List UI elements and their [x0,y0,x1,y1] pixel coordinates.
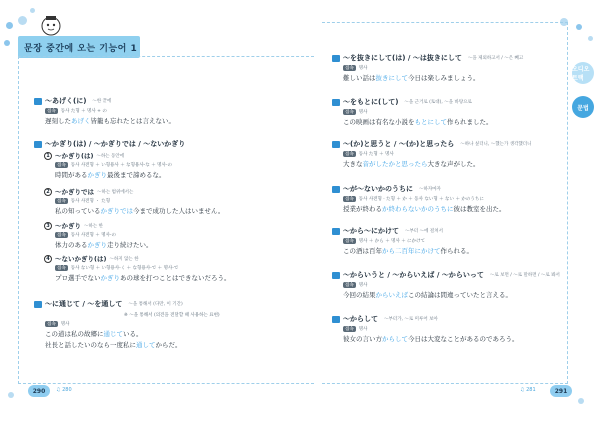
entry-toushite: 〜に通じて / 〜を通して 〜을 통해서 (다만, 이 기간) ※ 〜을 통해서 (의견을 전달할 때 사용하는 표현) 접속 명사 この道は私の故郷に通じている。 社長と話したいのなら一度私に通してからだ。 [34,299,183,349]
audio-track-right[interactable]: ♫ 281 [520,387,536,393]
entry-ageku: 〜あげく(に) 〜한 끝에 접속 동사 た형 ＋ 명사 + の 遅刻したあげく皆籠も忘れたとは言えない。 [34,96,175,125]
entry-toomottara: 〜(か)と思うと / 〜(か)と思ったら 〜하나 싶더니, 〜했는가 생각했더니 접속 동사 た형 ＋ 명사 大きな音がしたかと思ったら大きな声がした。 [332,139,531,168]
decor-dot [4,40,10,46]
entry-kara-nikakete: 〜から〜にかけて 〜부터 〜에 걸쳐서 접속 명사 ＋ から ＋ 명사 ＋ にかけて この酒は百年から二百年にかけて作られる。 [332,226,473,255]
decor-dot [576,24,582,30]
decor-dot [588,36,593,41]
entry-karashite: 〜からして 〜부터가, 〜로 미루어 보아 접속 명사 彼女の言い方からして今日は大変なことがあるのであろう。 [332,314,519,343]
entry-motoni: 〜をもとに(して) 〜을 근거로 (토대), 〜을 바탕으로 접속 명사 この映画は有名な小説をもとにして作られました。 [332,97,493,126]
entry-icon [332,316,340,323]
side-tab-audio[interactable]: 오디오 트랙 [572,62,594,84]
entry-icon [34,141,42,148]
entry-icon [332,186,340,193]
entry-icon [332,272,340,279]
page-number-left: 290 [28,385,50,397]
decor-dot [578,398,584,404]
entry-nukinishite: 〜を抜きにして(は) / 〜は抜きにして 〜을 제외하고서 / 〜은 빼고 접속 명사 難しい話は抜きにして今日は楽しみましょう。 [332,53,523,82]
decor-dot [18,16,27,25]
entry-karaiuto: 〜からいうと / 〜からいえば / 〜からいって 〜로 보면 / 〜로 말하면 / 〜로 봐서 접속 명사 今回の結果からいえばこの結論は間違っていたと言える。 [332,270,560,299]
entry-icon [332,228,340,235]
page-number-right: 291 [550,385,572,397]
decor-dot [6,22,13,29]
mascot-icon [40,14,62,36]
entry-kanouchini: 〜が〜ないかのうちに 〜하자마자 접속 동사 사전형 · た형 ＋ か ＋ 동사 ない형 ＋ ない ＋ かのうちに 授業が終わるか終わらないかのうちに彼は教室を出た。 [332,184,506,213]
subentry-2: 2 〜かぎりでは 〜하는 범위에서는 접속 동사 사전형 ・ た형 私の知っているかぎりでは今まで成功した人はいません。 [34,187,224,215]
section-title: 문장 중간에 오는 기능어 1 [24,43,138,54]
entry-icon [34,98,42,105]
audio-track-left[interactable]: ♫ 280 [56,387,72,393]
decor-dot [8,392,14,398]
side-tab-grammar[interactable]: 문법 [572,96,594,118]
entry-kagiri: 〜かぎり(は) / 〜かぎりでは / 〜ないかぎり [34,139,185,149]
entry-icon [34,301,42,308]
entry-icon [332,141,340,148]
decor-dot [30,8,35,13]
entry-icon [332,99,340,106]
subentry-3: 3 〜かぎり 〜하는 한 접속 동사 사전형 ＋ 명사-の 体力のあるかぎり走り続けたい。 [34,221,153,249]
entry-icon [332,55,340,62]
subentry-1: 1 〜かぎり(は) 〜하는 동안에 접속 동사 사전형 ＋ い형용사 ＋ な형용사-な ＋ 명사-の 時間があるかぎり最後まで諦めるな。 [34,151,172,179]
section-title-tab [18,36,140,58]
subentry-4: 4 〜ないかぎり(は) 〜하지 않는 한 접속 동사 ない형 ＋ い형용사-く ＋ な형용사-で ＋ 명사-で プロ選手でないかぎりあの球を打つことはできないだろう。 [34,254,231,282]
